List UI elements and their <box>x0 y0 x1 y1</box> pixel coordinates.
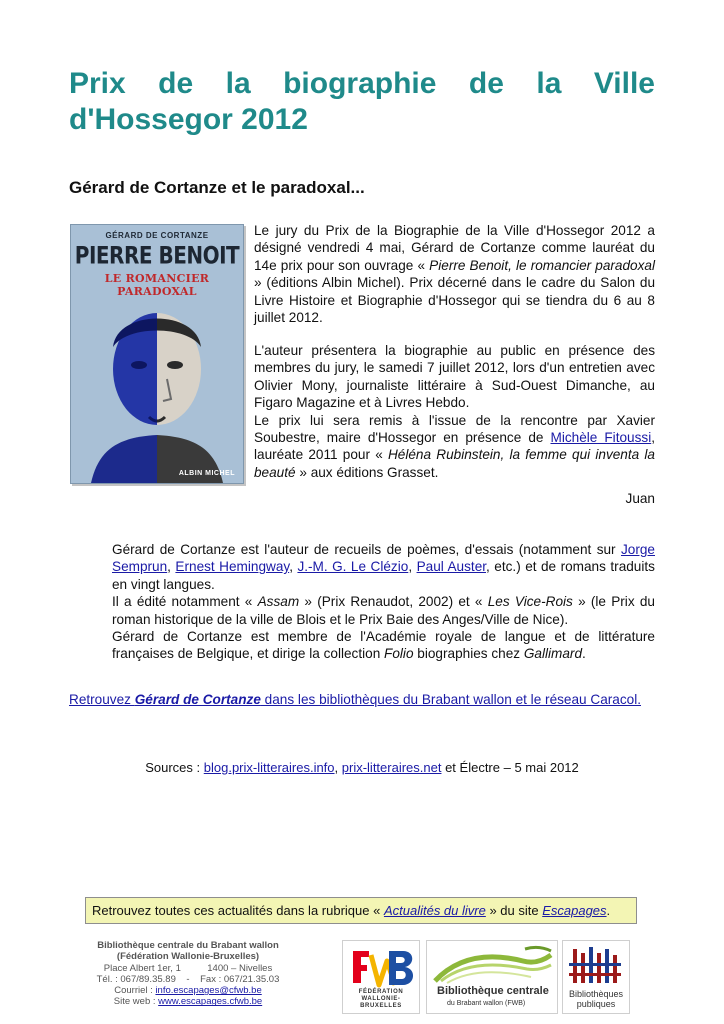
link-retrouvez-cortanze[interactable] <box>69 692 641 707</box>
text: , lauréate 2011 pour « <box>254 430 655 463</box>
text: , <box>334 760 342 775</box>
library-link-paragraph <box>69 691 655 709</box>
text: biographies chez <box>413 646 524 662</box>
footer-address: Place Albert 1er, 1 1400 – Nivelles <box>103 962 273 974</box>
footer-org-name: Bibliothèque centrale du Brabant wallon <box>97 940 279 951</box>
bibliotheques-publiques-logo <box>562 940 630 1014</box>
event-paragraph <box>254 342 655 481</box>
link-michele-fitoussi[interactable]: Michèle Fitoussi <box>550 430 652 446</box>
italic-text: Assam <box>257 594 300 610</box>
text: Sources : <box>145 760 204 775</box>
italic-text: Actualités du livre <box>383 903 486 918</box>
text: Il a édité notamment « <box>112 594 258 610</box>
text: , <box>408 559 417 575</box>
intro-paragraph <box>254 222 655 326</box>
book-cover-subtitle: LE ROMANCIER PARADOXAL <box>104 272 210 298</box>
fwb-line2: WALLONIE-BRUXELLES <box>360 996 402 1009</box>
text: Le prix lui sera remis à l'issue de la rencontre par Xavier Soubestre, maire d'Hossegor en présence de <box>254 412 655 446</box>
author-name-text: Gérard de Cortanze <box>134 692 261 707</box>
bc-name: Bibliothèque centrale <box>437 985 549 997</box>
text: » (éditions Albin Michel). Prix décerné dans le cadre du Salon du Livre Histoire et Biographie d'Hossegor qui se tiendra du 6 au 8 juillet 2012. <box>254 275 655 326</box>
text: . <box>582 646 586 662</box>
text: Retrouvez <box>69 692 135 707</box>
book-cover-publisher: ALBIN MICHEL <box>178 470 235 477</box>
text: Le jury du Prix de la Biographie de la Ville d'Hossegor 2012 a désigné vendredi 4 mai, Gérard de Cortanze comme lauréat du 14e prix pour son ouvrage « <box>254 223 655 273</box>
page-title: Prix de la biographie de la Ville d'Hossegor 2012 <box>69 67 655 136</box>
link-prix-litteraires[interactable]: prix-litteraires.net <box>341 760 442 775</box>
text: , <box>167 559 176 575</box>
text: L'auteur présentera la biographie au public en présence des membres du jury, le samedi 7 juillet 2012, lors d'un entretien avec Olivier Mony, journaliste littéraire à Sud-Ouest Dimanche, au Figaro Magazine et à Livres Hebdo. <box>254 343 655 411</box>
article-subtitle: Gérard de Cortanze et le paradoxal... <box>69 178 365 197</box>
text: » (Prix Renaudot, 2002) et « <box>299 594 488 610</box>
link-actualites-du-livre[interactable] <box>384 903 486 918</box>
text: dans les bibliothèques du Brabant wallon et le réseau Caracol. <box>260 692 641 707</box>
author-signature: Juan <box>625 491 655 506</box>
text: Retrouvez toutes ces actualités dans la rubrique « <box>92 903 384 918</box>
link-blog-prix-litteraires[interactable]: blog.prix-litteraires.info <box>203 760 335 775</box>
book-cover-portrait <box>71 287 243 483</box>
footer-phone: Tél. : 067/89.35.89 - Fax : 067/21.35.03 <box>96 973 280 985</box>
text: Gérard de Cortanze est membre de l'Académie royale de langue et de littérature françaises de Belgique, et dirige la collection <box>112 629 655 662</box>
bibliotheque-centrale-logo <box>426 940 558 1014</box>
footer-contact <box>78 940 298 1008</box>
italic-text: Escapages <box>542 903 607 918</box>
fwb-line1: FÉDÉRATION <box>358 989 404 995</box>
footer-org-federation: (Fédération Wallonie-Bruxelles) <box>116 951 260 963</box>
bc-subtitle: du Brabant wallon (FWB) <box>447 1000 526 1007</box>
text: Gérard de Cortanze est l'auteur de recueils de poèmes, d'essais (notamment sur <box>112 542 621 557</box>
bp-line1: Bibliothèques <box>568 989 624 999</box>
italic-text: Gallimard <box>523 646 583 662</box>
link-escapages[interactable] <box>542 903 606 918</box>
bp-books-icon <box>563 941 629 987</box>
text: Site web : <box>113 996 159 1008</box>
text: » (le Prix du roman historique de la ville de Blois et le Prix Baie des Anges/Ville de Nice). <box>112 594 655 627</box>
text: Courriel : <box>114 985 156 997</box>
text: . <box>606 903 611 918</box>
book-title-text: Pierre Benoit, le romancier paradoxal <box>429 257 655 273</box>
italic-text: Les Vice-Rois <box>487 594 573 610</box>
book-cover-image <box>70 224 244 484</box>
text: » du site <box>485 903 543 918</box>
text: et Électre – 5 mai 2012 <box>441 760 579 775</box>
fwb-text <box>343 989 419 1010</box>
bp-text <box>563 989 629 1009</box>
federation-wallonie-bruxelles-logo <box>342 940 420 1014</box>
italic-text: Héléna Rubinstein, la femme qui inventa la beauté <box>254 447 655 480</box>
news-callout-box <box>85 897 637 924</box>
text: » aux éditions Grasset. <box>295 464 439 480</box>
biography-paragraph <box>112 541 655 663</box>
text: , etc.) et de romans traduits en vingt langues. <box>112 559 655 592</box>
footer-email-row <box>78 985 298 996</box>
link-le-clezio[interactable]: J.-M. G. Le Clézio <box>297 559 409 575</box>
link-website[interactable]: www.escapages.cfwb.be <box>158 996 263 1008</box>
book-cover-title: PIERRE BENOIT <box>74 240 240 270</box>
book-cover-author: GÉRARD DE CORTANZE <box>105 231 209 240</box>
link-jorge-semprun[interactable]: Jorge Semprun <box>112 542 655 575</box>
link-ernest-hemingway[interactable]: Ernest Hemingway <box>175 559 290 575</box>
bp-line2: publiques <box>576 999 616 1009</box>
italic-text: Folio <box>384 646 414 662</box>
sources-line <box>0 760 724 775</box>
link-paul-auster[interactable]: Paul Auster <box>416 559 487 575</box>
link-email[interactable]: info.escapages@cfwb.be <box>155 985 262 997</box>
footer-web-row <box>78 996 298 1007</box>
text: , <box>289 559 298 575</box>
bc-book-icon <box>427 941 557 985</box>
